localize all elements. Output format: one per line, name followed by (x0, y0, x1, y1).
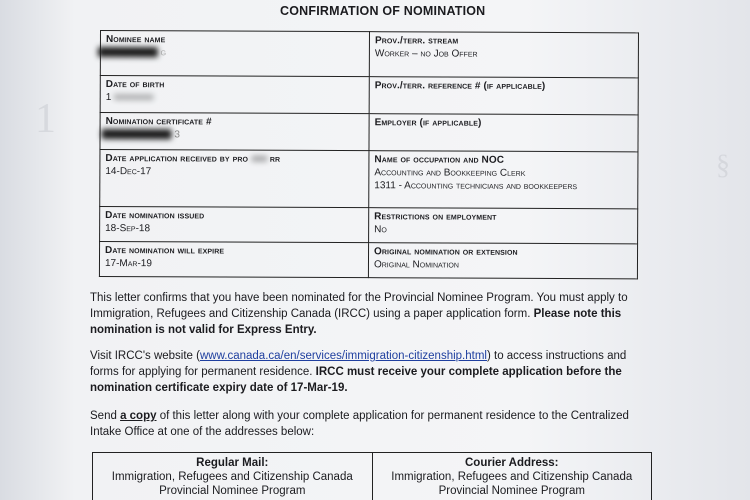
nominee-name-label: Nominee name (105, 34, 166, 46)
table-row (100, 113, 638, 152)
nomination-type-label: Original nomination or extension (374, 246, 518, 258)
certificate-number-value: 3 (106, 129, 363, 141)
bleed-through-mark: 1 (35, 96, 56, 142)
date-of-birth-label: Date of birth (105, 79, 165, 91)
nomination-type-cell (368, 243, 637, 279)
employer-value (375, 130, 632, 131)
stream-label: Prov./terr. stream (374, 35, 459, 47)
reference-label: Prov./terr. reference # (if applicable) (374, 80, 546, 92)
expiry-date-value: 17-Mar-19 (104, 258, 152, 270)
nominee-name-value: g (106, 47, 363, 59)
reference-value (375, 93, 632, 94)
application-received-value: 14-Dec-17 (105, 166, 152, 178)
regular-mail-line: Immigration, Refugees and Citizenship Canada (111, 471, 353, 483)
confirmation-paragraph: This letter confirms that you have been nominated for the Provincial Nominee Program. You must apply to Immigration, Refugees and Citizenship Canada (IRCC) using a paper application form. Please note this nomination is not valid for Express Entry. (90, 292, 628, 336)
express-entry-notice: Please note this nomination is not valid for Express Entry. (90, 308, 622, 336)
redaction-blur (114, 94, 154, 100)
application-received-label: Date application received by pro rr (105, 153, 281, 165)
ircc-website-link[interactable]: www.canada.ca/en/services/immigration-citizenship.html (199, 350, 487, 362)
nomination-details-table (99, 30, 639, 279)
instructions-paragraph: Visit IRCC's website (www.canada.ca/en/services/immigration-citizenship.html) to access instructions and forms for applying for permanent residence. IRCC must receive your complete application before the nomination certificate expiry date of 17-Mar-19. (90, 350, 627, 394)
copy-emphasis: a copy (120, 410, 157, 422)
regular-mail-title: Regular Mail: (196, 457, 269, 469)
date-of-birth-value: 1 (106, 92, 363, 104)
reference-cell (369, 77, 638, 115)
date-issued-label: Date nomination issued (105, 210, 205, 222)
table-row (100, 150, 638, 209)
expiry-date-label: Date nomination will expire (105, 245, 225, 257)
stream-value: Worker – no Job Offer (374, 48, 478, 60)
application-received-cell (100, 150, 369, 208)
table-row (100, 31, 638, 78)
table-row (99, 242, 637, 279)
courier-address-title: Courier Address: (464, 457, 559, 469)
table-row (100, 207, 638, 244)
restrictions-value: No (374, 224, 387, 236)
stream-cell (369, 32, 638, 78)
restrictions-label: Restrictions on employment (374, 211, 497, 223)
employer-label: Employer (if applicable) (374, 117, 482, 129)
table-row (100, 76, 638, 115)
restrictions-cell (369, 208, 638, 244)
certificate-number-cell (100, 113, 369, 151)
document-heading: CONFIRMATION OF NOMINATION (280, 4, 486, 18)
expiry-date-cell (99, 242, 368, 278)
nominee-name-cell (100, 31, 369, 77)
expiry-deadline-notice: IRCC must receive your complete application before the nomination certificate expiry date of 17-Mar-19. (90, 366, 622, 394)
courier-address-line: Immigration, Refugees and Citizenship Canada (391, 471, 633, 483)
table-row (93, 453, 652, 500)
date-issued-cell (100, 207, 369, 243)
nomination-type-value: Original Nomination (373, 259, 459, 271)
date-of-birth-cell (100, 76, 369, 114)
certificate-number-label: Nomination certificate # (105, 116, 212, 128)
redaction-blur (98, 47, 158, 57)
occupation-cell (369, 151, 638, 209)
regular-mail-line: Provincial Nominee Program (159, 485, 306, 497)
mailing-paragraph: Send a copy of this letter along with your complete application for permanent residence to the Centralized Intake Office at one of the addresses below: (90, 410, 629, 438)
occupation-value: Accounting and Bookkeeping Clerk (374, 167, 526, 179)
occupation-label: Name of occupation and NOC (374, 154, 505, 166)
courier-address-line: Provincial Nominee Program (438, 485, 585, 497)
regular-mail-cell (93, 453, 373, 500)
employer-cell (369, 114, 638, 152)
date-issued-value: 18-Sep-18 (105, 223, 151, 235)
courier-address-cell (372, 453, 652, 500)
redaction-blur (251, 156, 267, 162)
bleed-through-mark: § (716, 150, 730, 181)
noc-code-value: 1311 - Accounting technicians and bookkeepers (374, 180, 578, 193)
redaction-blur (102, 129, 172, 139)
address-table (92, 452, 652, 500)
